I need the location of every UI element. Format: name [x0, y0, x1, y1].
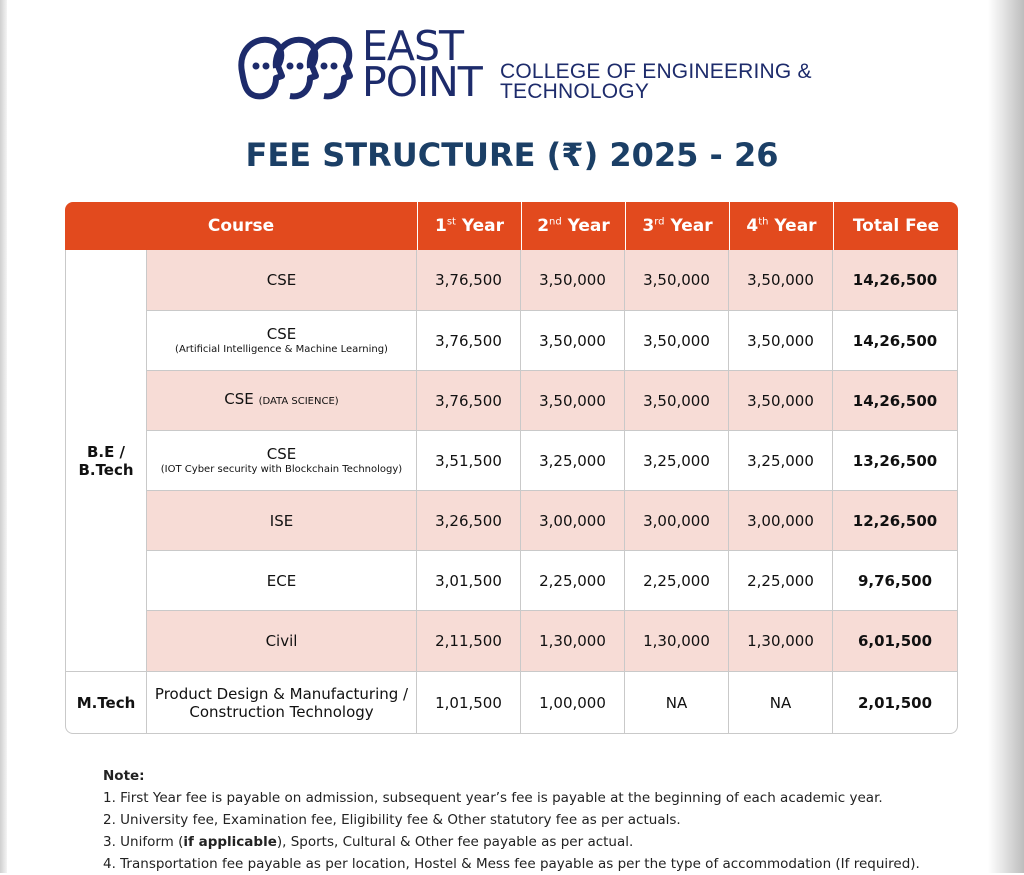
fee-year-1: 3,76,500 — [417, 311, 521, 371]
fee-year-1: 3,01,500 — [417, 551, 521, 611]
header-year-2: 2nd Year — [521, 202, 625, 250]
brand-name-line1: EAST — [362, 22, 464, 70]
fee-table — [65, 202, 958, 734]
note-4: 4. Transportation fee payable as per location, Hostel & Mess fee payable as per the type of accommodation (If required). — [103, 856, 920, 872]
course-name: CSE (Artificial Intelligence & Machine Learning) — [147, 311, 417, 371]
fee-year-4: 3,50,000 — [729, 371, 833, 431]
fee-year-2: 2,25,000 — [521, 551, 625, 611]
fee-total: 6,01,500 — [833, 611, 958, 672]
fee-total: 14,26,500 — [833, 311, 958, 371]
fee-year-4: 3,50,000 — [729, 250, 833, 311]
notes-title: Note: — [103, 768, 145, 784]
fee-year-1: 1,01,500 — [417, 672, 521, 734]
brand-subtitle — [500, 62, 812, 102]
fee-year-1: 3,51,500 — [417, 431, 521, 491]
header-year-4: 4th Year — [729, 202, 833, 250]
fee-year-1: 3,76,500 — [417, 250, 521, 311]
fee-year-2: 3,50,000 — [521, 311, 625, 371]
course-name: Civil — [147, 611, 417, 672]
table-row — [65, 250, 958, 311]
faces-logo-icon — [232, 32, 357, 106]
table-row — [65, 611, 958, 672]
fee-total: 9,76,500 — [833, 551, 958, 611]
brand-subtitle-line2: TECHNOLOGY — [500, 80, 650, 103]
fee-year-4: 1,30,000 — [729, 611, 833, 672]
fee-year-4: 2,25,000 — [729, 551, 833, 611]
fee-year-2: 3,00,000 — [521, 491, 625, 551]
table-row — [65, 431, 958, 491]
fee-total: 2,01,500 — [833, 672, 958, 734]
page-edge-shadow-left — [0, 0, 7, 873]
fee-year-1: 3,26,500 — [417, 491, 521, 551]
table-row — [65, 491, 958, 551]
fee-year-3: 1,30,000 — [625, 611, 729, 672]
brand-subtitle-line1: COLLEGE OF ENGINEERING & — [500, 60, 812, 83]
fee-year-2: 3,50,000 — [521, 371, 625, 431]
fee-year-2: 3,25,000 — [521, 431, 625, 491]
note-2: 2. University fee, Examination fee, Eligibility fee & Other statutory fee as per actuals. — [103, 812, 681, 828]
fee-year-4: 3,00,000 — [729, 491, 833, 551]
table-row — [65, 672, 958, 734]
table-header-row — [65, 202, 958, 250]
fee-year-3: 3,50,000 — [625, 371, 729, 431]
fee-year-3: 2,25,000 — [625, 551, 729, 611]
fee-total: 14,26,500 — [833, 250, 958, 311]
note-3: 3. Uniform (if applicable), Sports, Cultural & Other fee payable as per actual. — [103, 834, 634, 850]
fee-year-3: 3,25,000 — [625, 431, 729, 491]
course-name: CSE (DATA SCIENCE) — [147, 371, 417, 431]
page-edge-shadow-right — [988, 0, 1024, 873]
note-1: 1. First Year fee is payable on admission, subsequent year’s fee is payable at the beginning of each academic year. — [103, 790, 883, 806]
fee-year-4: 3,25,000 — [729, 431, 833, 491]
fee-year-3: 3,50,000 — [625, 250, 729, 311]
table-row — [65, 311, 958, 371]
fee-year-3: 3,00,000 — [625, 491, 729, 551]
fee-year-1: 2,11,500 — [417, 611, 521, 672]
fee-year-3: 3,50,000 — [625, 311, 729, 371]
fee-total: 13,26,500 — [833, 431, 958, 491]
course-name: ECE — [147, 551, 417, 611]
fee-year-3: NA — [625, 672, 729, 734]
fee-year-1: 3,76,500 — [417, 371, 521, 431]
fee-year-2: 1,00,000 — [521, 672, 625, 734]
brand-name — [362, 22, 482, 106]
group-mtech: M.Tech — [65, 672, 147, 734]
page-title: FEE STRUCTURE (₹) 2025 - 26 — [245, 136, 779, 174]
table-row — [65, 371, 958, 431]
course-name: Product Design & Manufacturing / Construction Technology — [147, 672, 417, 734]
course-name: ISE — [147, 491, 417, 551]
course-name: CSE (IOT Cyber security with Blockchain Technology) — [147, 431, 417, 491]
course-name: CSE — [147, 250, 417, 311]
fee-year-2: 1,30,000 — [521, 611, 625, 672]
header-year-1: 1st Year — [417, 202, 521, 250]
fee-year-4: NA — [729, 672, 833, 734]
notes-section — [103, 765, 983, 875]
group-be-btech: B.E / B.Tech — [65, 250, 147, 672]
header-year-3: 3rd Year — [625, 202, 729, 250]
fee-total: 12,26,500 — [833, 491, 958, 551]
brand-name-line2: POINT — [362, 58, 482, 106]
header-total-fee: Total Fee — [833, 202, 958, 250]
fee-year-2: 3,50,000 — [521, 250, 625, 311]
college-logo — [232, 22, 832, 110]
fee-year-4: 3,50,000 — [729, 311, 833, 371]
header-course: Course — [65, 202, 417, 250]
table-row — [65, 551, 958, 611]
fee-total: 14,26,500 — [833, 371, 958, 431]
